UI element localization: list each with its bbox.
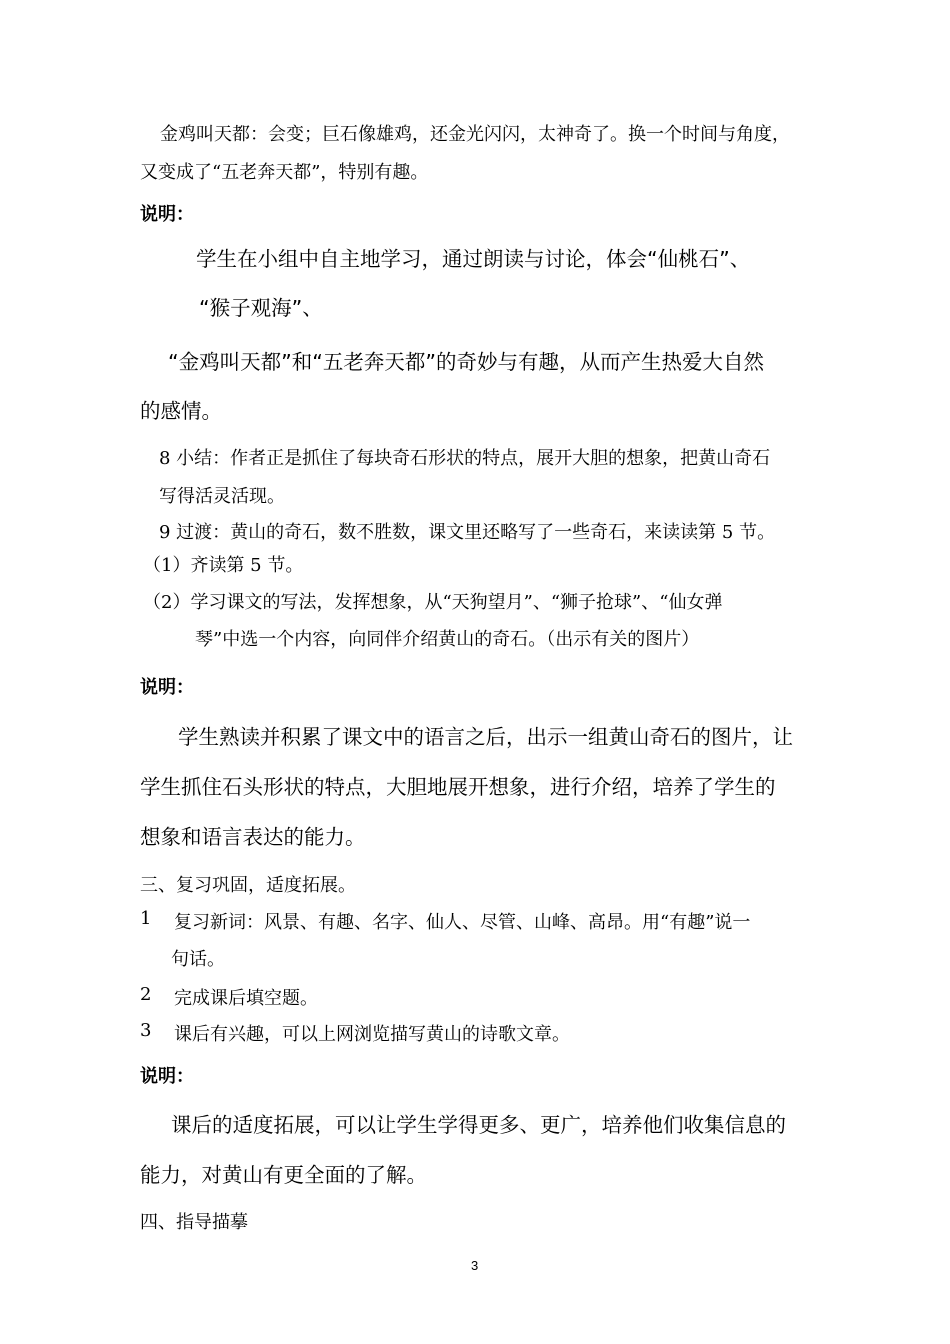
list-item: 9 过渡：黄山的奇石，数不胜数，课文里还略写了一些奇石，来读读第 5 节。 [159, 522, 776, 543]
note-label: 说明： [140, 1066, 194, 1087]
list-number: 1 [140, 908, 152, 929]
list-item: 8 小结：作者正是抓住了每块奇石形状的特点，展开大胆的想象，把黄山奇石 [159, 448, 771, 469]
note-line: 能力，对黄山有更全面的了解。 [140, 1163, 427, 1187]
note-line: “金鸡叫天都”和“五老奔天都”的奇妙与有趣，从而产生热爱大自然 [168, 350, 764, 374]
note-line: 想象和语言表达的能力。 [140, 825, 366, 849]
note-line: 课后的适度拓展，可以让学生学得更多、更广，培养他们收集信息的 [171, 1113, 786, 1137]
note-line: 的感情。 [140, 399, 222, 423]
note-line: 学生熟读并积累了课文中的语言之后，出示一组黄山奇石的图片，让 [178, 725, 793, 749]
sub-list-item: （1）齐读第 5 节。 [143, 555, 304, 576]
list-number: 3 [140, 1020, 152, 1041]
list-number: 2 [140, 984, 152, 1005]
paragraph-line: 又变成了“五老奔天都”，特别有趣。 [140, 162, 429, 183]
list-item-continuation: 句话。 [171, 949, 225, 970]
note-line: 学生在小组中自主地学习，通过朗读与讨论，体会“仙桃石”、 [196, 247, 751, 271]
list-item: 完成课后填空题。 [174, 988, 318, 1009]
section-heading: 四、指导描摹 [140, 1212, 248, 1233]
list-item-continuation: 写得活灵活现。 [159, 486, 285, 507]
note-label: 说明： [140, 677, 194, 698]
page-number: 3 [471, 1258, 479, 1273]
note-line: 学生抓住石头形状的特点，大胆地展开想象，进行介绍，培养了学生的 [140, 775, 776, 799]
section-heading: 三、复习巩固，适度拓展。 [140, 875, 356, 896]
sub-list-item: （2）学习课文的写法，发挥想象，从“天狗望月”、“狮子抢球”、“仙女弹 [143, 592, 723, 613]
sub-list-item-continuation: 琴”中选一个内容，向同伴介绍黄山的奇石。（出示有关的图片） [195, 629, 700, 650]
note-label: 说明： [140, 204, 194, 225]
list-item: 复习新词：风景、有趣、名字、仙人、尽管、山峰、高昂。用“有趣”说一 [174, 912, 751, 933]
note-line: “猴子观海”、 [199, 296, 323, 320]
list-item: 课后有兴趣，可以上网浏览描写黄山的诗歌文章。 [174, 1024, 570, 1045]
paragraph-line: 金鸡叫天都：会变；巨石像雄鸡，还金光闪闪，太神奇了。换一个时间与角度， [160, 124, 790, 145]
